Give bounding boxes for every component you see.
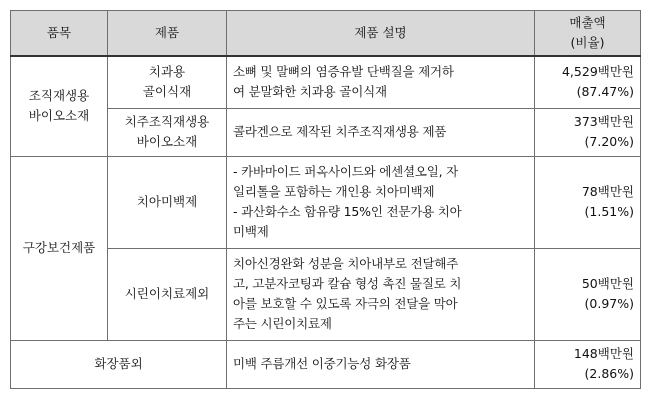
category-line: 구강보건제품	[22, 240, 96, 255]
header-description: 제품 설명	[227, 11, 535, 57]
header-sales-label: 매출액	[569, 15, 606, 30]
sales-ratio: (7.20%)	[584, 134, 634, 149]
product-table-container	[10, 10, 641, 389]
description-line: 콜라겐으로 제작된 치주조직재생용 제품	[233, 124, 447, 139]
product-sales-table	[10, 10, 641, 389]
sales-cell	[535, 56, 641, 108]
description-line: - 카바마이드 퍼옥사이드와 에센셜오일, 자	[233, 164, 459, 179]
sales-value: 4,529백만원	[561, 64, 634, 80]
description-line: 아를 보호할 수 있도록 자극의 전달을 막아	[233, 296, 458, 311]
product-line: 시린이치료제외	[124, 286, 210, 301]
description-cell	[227, 108, 535, 156]
product-line: 치과용	[148, 64, 186, 80]
description-line: 치아신경완화 성분을 치아내부로 전달해주	[233, 256, 459, 271]
product-line: 바이오소재	[136, 134, 198, 149]
sales-value: 373백만원	[573, 114, 634, 129]
sales-ratio: (2.86%)	[584, 366, 634, 381]
table-row	[11, 156, 641, 248]
product-cell	[108, 248, 227, 340]
category-cell	[11, 156, 108, 340]
category-cell	[11, 340, 227, 388]
sales-cell	[535, 156, 641, 248]
description-line: 소뼈 및 말뼈의 염증유발 단백질을 제거하	[233, 64, 454, 80]
sales-cell	[535, 108, 641, 156]
header-category: 품목	[11, 11, 108, 57]
table-row	[11, 56, 641, 108]
description-line: 미백제	[233, 224, 269, 239]
description-line: 미백 주름개선 이중기능성 화장품	[233, 356, 411, 371]
product-line: 골이식재	[142, 84, 192, 100]
description-cell	[227, 56, 535, 108]
product-line: 치주조직재생용	[124, 114, 210, 129]
sales-value: 148백만원	[573, 346, 634, 361]
sales-value: 50백만원	[581, 276, 634, 291]
category-line: 조직재생용	[28, 88, 90, 104]
header-ratio-label: (비율)	[570, 35, 605, 50]
description-cell	[227, 340, 535, 388]
description-line: 고, 고분자코팅과 칼슘 형성 촉진 물질로 치	[233, 276, 462, 291]
category-cell	[11, 56, 108, 156]
category-line: 바이오소재	[28, 108, 90, 124]
header-product: 제품	[108, 11, 227, 57]
description-cell	[227, 248, 535, 340]
description-cell	[227, 156, 535, 248]
description-line: 여 분말화한 치과용 골이식재	[233, 84, 387, 100]
category-line: 화장품외	[94, 356, 143, 371]
product-cell	[108, 108, 227, 156]
sales-ratio: (0.97%)	[584, 296, 634, 311]
sales-value: 78백만원	[581, 184, 634, 199]
sales-cell	[535, 340, 641, 388]
sales-ratio: (87.47%)	[576, 84, 634, 100]
table-row	[11, 340, 641, 388]
description-line: 일리톨을 포함하는 개인용 치아미백제	[233, 184, 435, 199]
sales-cell	[535, 248, 641, 340]
header-sales	[535, 11, 641, 57]
product-line: 치아미백제	[136, 194, 198, 209]
description-line: - 과산화수소 함유량 15%인 전문가용 치아	[233, 204, 462, 219]
product-cell	[108, 56, 227, 108]
description-line: 주는 시린이치료제	[233, 316, 332, 331]
product-cell	[108, 156, 227, 248]
table-header-row	[11, 11, 641, 57]
sales-ratio: (1.51%)	[584, 204, 634, 219]
